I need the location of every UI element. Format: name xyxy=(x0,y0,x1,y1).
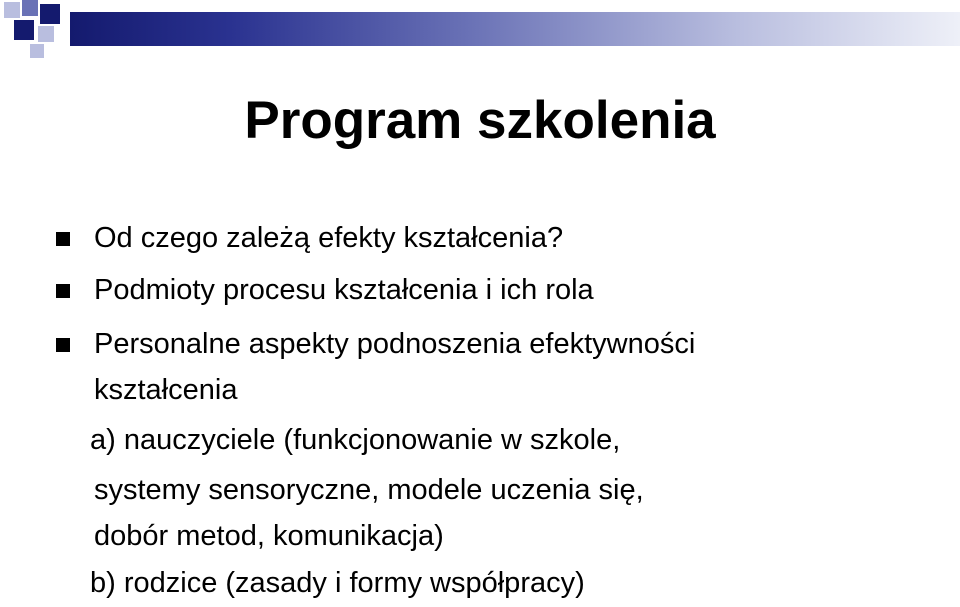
sub-item-a-line: dobór metod, komunikacja) xyxy=(94,520,444,552)
bullet-text-line: Personalne aspekty podnoszenia efektywności xyxy=(94,328,696,360)
square-bullet-icon xyxy=(56,232,70,246)
bullet-text-line: kształcenia xyxy=(94,374,238,406)
slide-title: Program szkolenia xyxy=(244,91,716,150)
square-bullet-icon xyxy=(56,338,70,352)
header-square xyxy=(14,20,34,40)
sub-item-b-line: b) rodzice (zasady i formy współpracy) xyxy=(90,567,585,599)
sub-item-a-line: systemy sensoryczne, modele uczenia się, xyxy=(94,474,644,506)
sub-item-a-line: a) nauczyciele (funkcjonowanie w szkole, xyxy=(90,424,621,456)
header-gradient-bar xyxy=(70,12,960,46)
bullet-text: Podmioty procesu kształcenia i ich rola xyxy=(94,274,594,306)
square-bullet-icon xyxy=(56,284,70,298)
header-square xyxy=(38,26,54,42)
header-square xyxy=(40,4,60,24)
header-square xyxy=(22,0,38,16)
header-square xyxy=(30,44,44,58)
bullet-text: Od czego zależą efekty kształcenia? xyxy=(94,222,564,254)
header-square xyxy=(4,2,20,18)
